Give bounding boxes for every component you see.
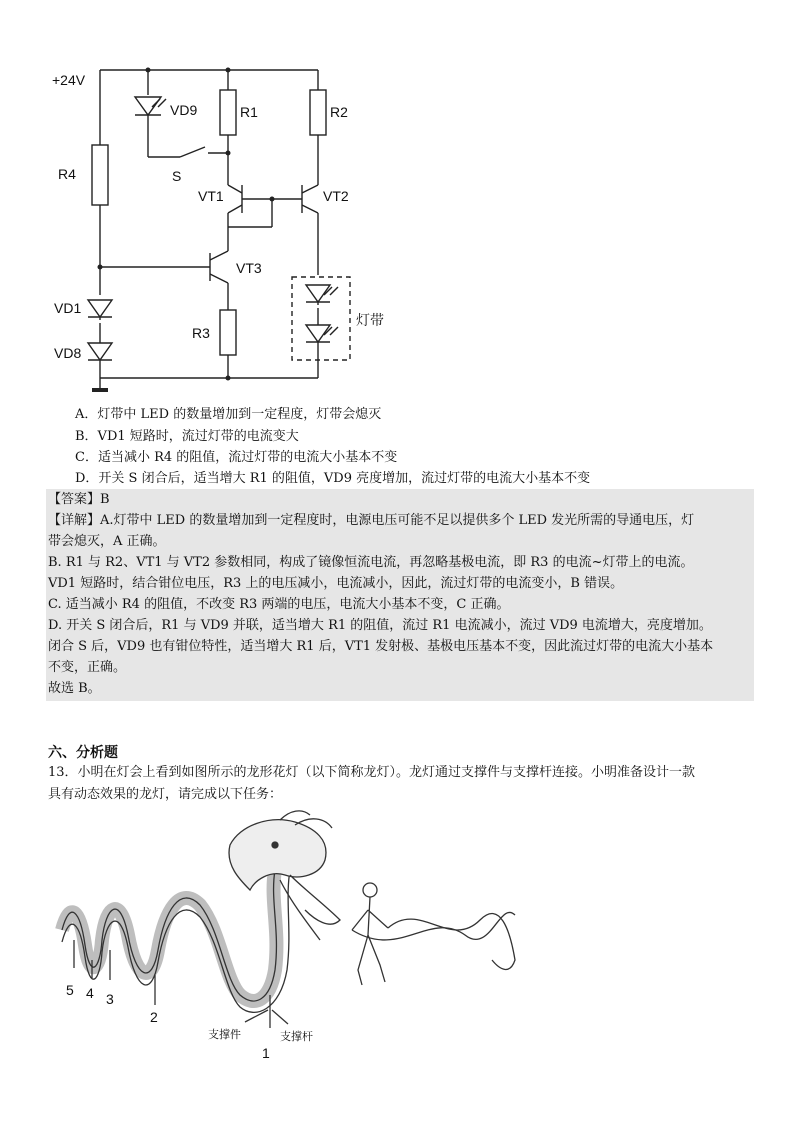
figure-number-3: 3	[106, 991, 114, 1007]
explanation-line: D. 开关 S 闭合后，R1 与 VD9 并联，适当增大 R1 的阻值，流过 R1 电流减小，流过 VD9 电流增大，亮度增加。	[48, 618, 712, 633]
explanation-line: 不变，正确。	[48, 660, 127, 675]
option-d: D．开关 S 闭合后，适当增大 R1 的阻值，VD9 亮度增加，流过灯带的电流大小基本不变	[75, 471, 591, 486]
option-b: B．VD1 短路时，流过灯带的电流变大	[75, 429, 299, 444]
label-s: S	[172, 168, 182, 184]
label-support-part: 支撑件	[208, 1028, 241, 1041]
question-line: 具有动态效果的龙灯，请完成以下任务：	[48, 787, 283, 802]
explanation-line: 【详解】A.灯带中 LED 的数量增加到一定程度时，电源电压可能不足以提供多个 LED 发光所需的导通电压，灯	[48, 513, 695, 528]
label-r4: R4	[58, 166, 76, 182]
label-r3: R3	[192, 325, 210, 341]
label-vt3: VT3	[236, 260, 262, 276]
dragon-lantern-figure	[40, 810, 530, 1070]
explanation-line: VD1 短路时，结合钳位电压，R3 上的电压减小，电流减小，因此，流过灯带的电流变小，B 错误。	[48, 576, 624, 591]
label-strip: 灯带	[356, 312, 384, 328]
label-vd8: VD8	[54, 345, 82, 361]
figure-number-4: 4	[86, 985, 94, 1001]
option-c: C．适当减小 R4 的阻值，流过灯带的电流大小基本不变	[75, 450, 398, 465]
explanation-line: 故选 B。	[48, 681, 101, 696]
label-r2: R2	[330, 104, 348, 120]
figure-number-1: 1	[262, 1045, 270, 1061]
label-vt1: VT1	[198, 188, 224, 204]
answer-line: 【答案】B	[48, 492, 110, 507]
explanation-line: C. 适当减小 R4 的阻值，不改变 R3 两端的电压，电流大小基本不变，C 正确。	[48, 597, 510, 612]
question-line: 13．小明在灯会上看到如图所示的龙形花灯（以下简称龙灯）。龙灯通过支撑件与支撑杆连接。小明准备设计一款	[48, 765, 696, 780]
explanation-line: 带会熄灭，A 正确。	[48, 534, 166, 549]
figure-number-2: 2	[150, 1009, 158, 1025]
option-a: A．灯带中 LED 的数量增加到一定程度，灯带会熄灭	[75, 407, 382, 422]
label-vd9: VD9	[170, 102, 198, 118]
label-vd1: VD1	[54, 300, 82, 316]
label-support-rod: 支撑杆	[280, 1030, 313, 1043]
section-title: 六、分析题	[48, 745, 118, 761]
figure-number-5: 5	[66, 982, 74, 998]
explanation-line: B. R1 与 R2、VT1 与 VT2 参数相同，构成了镜像恒流电流，再忽略基极电流，即 R3 的电流~灯带上的电流。	[48, 555, 694, 570]
label-vt2: VT2	[323, 188, 349, 204]
label-r1: R1	[240, 104, 258, 120]
label-supply: +24V	[52, 72, 86, 88]
explanation-line: 闭合 S 后，VD9 也有钳位特性，适当增大 R1 后，VT1 发射极、基极电压基本不变，因此流过灯带的电流大小基本	[48, 639, 714, 654]
circuit-diagram	[40, 55, 410, 400]
